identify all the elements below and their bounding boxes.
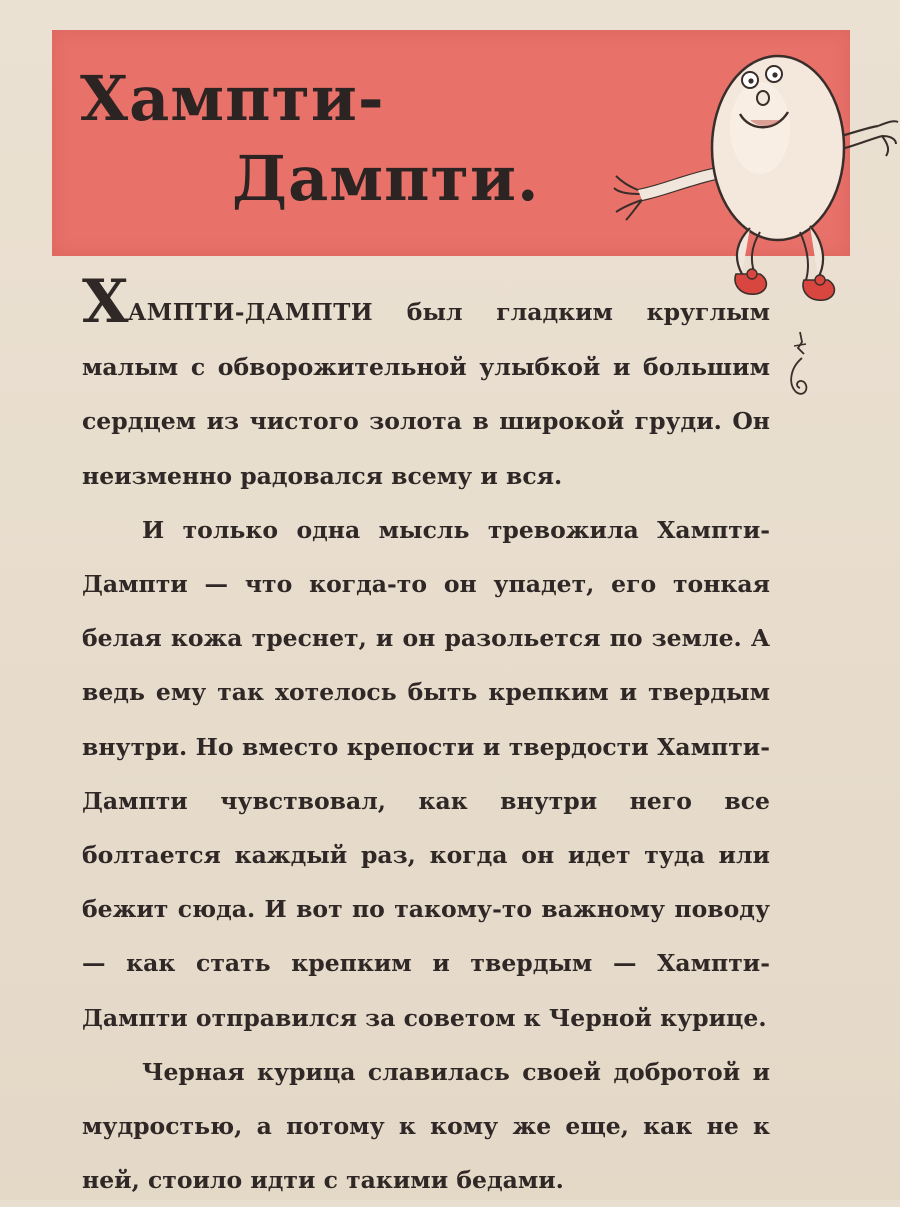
drop-cap: Х: [82, 267, 128, 337]
story-paragraph-2: И только одна мысль тревожила Хампти-Дампти — что когда-то он упадет, его тонкая белая кожа треснет, и он разольется по земле. А ведь ему так хотелось быть крепким и твердым внутри. Но вместо крепости и твердости Хампти-Дампти чувствовал, как внутри него все болтается каждый раз, когда он идет туда или бежит сюда. И вот по такому-то важному поводу — как стать крепким и твердым — Хампти-Дампти отправился за советом к Черной курице.: [82, 515, 770, 1032]
title-line-1: Хампти-: [80, 62, 385, 135]
story-text: [82, 267, 770, 1207]
humpty-dumpty-illustration: [600, 28, 900, 318]
title-line-2: Дампти.: [232, 142, 540, 215]
pen-flourish-icon: [780, 328, 820, 408]
lead-in: АМПТИ-ДАМПТИ: [127, 299, 374, 326]
story-paragraph-1: [82, 267, 770, 503]
paragraph-1-text: был гладким круглым малым с обворожительной улыбкой и большим сердцем из чистого золота в широкой груди. Он неизменно радовался всему и вся.: [82, 298, 770, 490]
story-paragraph-3: Черная курица славилась своей добротой и мудростью, а потому к кому же еще, как не к ней, стоило идти с такими бедами.: [82, 1057, 770, 1195]
